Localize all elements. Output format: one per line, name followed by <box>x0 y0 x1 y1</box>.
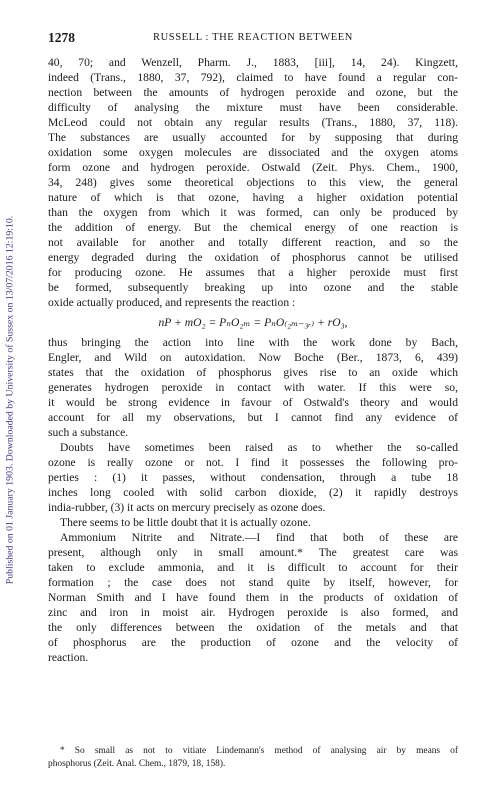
text-line: The substances are usually accounted for by supposing that during <box>48 131 458 144</box>
text-line: than the oxygen from which it was formed, can only be produced by <box>48 206 458 219</box>
page-number: 1278 <box>48 30 75 45</box>
text-line: energy degraded during the oxidation of phosphorus cannot be utilised <box>48 251 458 264</box>
text-line: Doubts have sometimes been raised as to whether the so-called <box>60 441 458 454</box>
publication-watermark <box>4 95 16 705</box>
text-line: Engler, and Wild on autoxidation. Now Boche (Ber., 1873, 6, 439) <box>48 351 458 364</box>
text-line: of phosphorus are the production of ozone and the velocity of <box>48 636 458 649</box>
text-line: 40, 70; and Wenzell, Pharm. J., 1883, [iii], 14, 24). Kingzett, <box>48 56 458 69</box>
watermark-text: Published on 01 January 1903. Downloaded by University of Sussex on 13/07/2016 12:19:10. <box>4 215 16 585</box>
text-line: nection between the amounts of hydrogen peroxide and ozone, but the <box>48 86 458 99</box>
text-line: the only differences between the oxidation of the metals and that <box>48 621 458 634</box>
text-line: perties : (1) it passes, without condensation, through a tube 18 <box>48 471 458 484</box>
text-line: Norman Smith and I have found them in the products of oxidation of <box>48 591 458 604</box>
text-line: There seems to be little doubt that it is actually ozone. <box>60 516 311 529</box>
text-line: difficulty of analysing the mixture must have been considerable. <box>48 101 458 114</box>
footnote-line: phosphorus (Zeit. Anal. Chem., 1879, 18, 158). <box>48 759 226 769</box>
text-line: McLeod could not obtain any regular results (Trans., 1880, 37, 118). <box>48 116 458 129</box>
text-line: oxidation some oxygen molecules are dissociated and the oxygen atoms <box>48 146 458 159</box>
text-line: for producing ozone. He assumes that a higher peroxide must first <box>48 266 458 279</box>
page-header <box>48 30 453 48</box>
text-line: 34, 248) gives some theoretical objections to this view, the general <box>48 176 458 189</box>
text-line: states that the oxidation of phosphorus gives rise to an oxide which <box>48 366 458 379</box>
text-line: such a substance. <box>48 426 129 439</box>
text-line: generates hydrogen peroxide in contact with water. If this were so, <box>48 381 458 394</box>
text-line: india-rubber, (3) it acts on mercury precisely as ozone does. <box>48 501 326 514</box>
text-line: taken to exclude ammonia, and it is difficult to account for their <box>48 561 458 574</box>
text-line: not available for another and totally different reaction, and so the <box>48 236 458 249</box>
text-line: be formed, subsequently breaking up into ozone and the stable <box>48 281 458 294</box>
text-line: formation ; the case does not stand quite by itself, however, for <box>48 576 458 589</box>
text-line: thus bringing the action into line with the work done by Bach, <box>48 336 458 349</box>
footnote-line: * So small as not to vitiate Lindemann's method of analysing air by means of <box>60 746 458 756</box>
text-line: oxide actually produced, and represents the reaction : <box>48 296 296 309</box>
reaction-equation: nP + mO₂ = PₙO₂ₘ = PₙO₍₂ₘ₋₃ᵣ₎ + rO₃, <box>158 316 348 329</box>
text-line: the addition of energy. But the chemical energy of one reaction is <box>48 221 458 234</box>
text-line: form ozone and hydrogen peroxide. Ostwald (Zeit. Phys. Chem., 1900, <box>48 161 458 174</box>
text-line: reaction. <box>48 651 89 664</box>
text-line: indeed (Trans., 1880, 37, 792), claimed to have found a regular con- <box>48 71 458 84</box>
text-line: it would be strong evidence in favour of Ostwald's theory and would <box>48 396 458 409</box>
running-head: RUSSELL : THE REACTION BETWEEN <box>153 32 353 43</box>
text-line: nature of which is that ozone, having a higher oxidation potential <box>48 191 458 204</box>
text-line: ozone is really ozone or not. I find it possesses the following pro- <box>48 456 458 469</box>
section-heading-line: Ammonium Nitrite and Nitrate.—I find that both of these are <box>60 531 458 544</box>
text-line: account for all my observations, but I cannot find any evidence of <box>48 411 458 424</box>
text-line: present, although only in small amount.* The greatest care was <box>48 546 458 559</box>
text-line: zinc and iron in moist air. Hydrogen peroxide is also formed, and <box>48 606 458 619</box>
text-line: inches long cooled with solid carbon dioxide, (2) it rapidly destroys <box>48 486 458 499</box>
